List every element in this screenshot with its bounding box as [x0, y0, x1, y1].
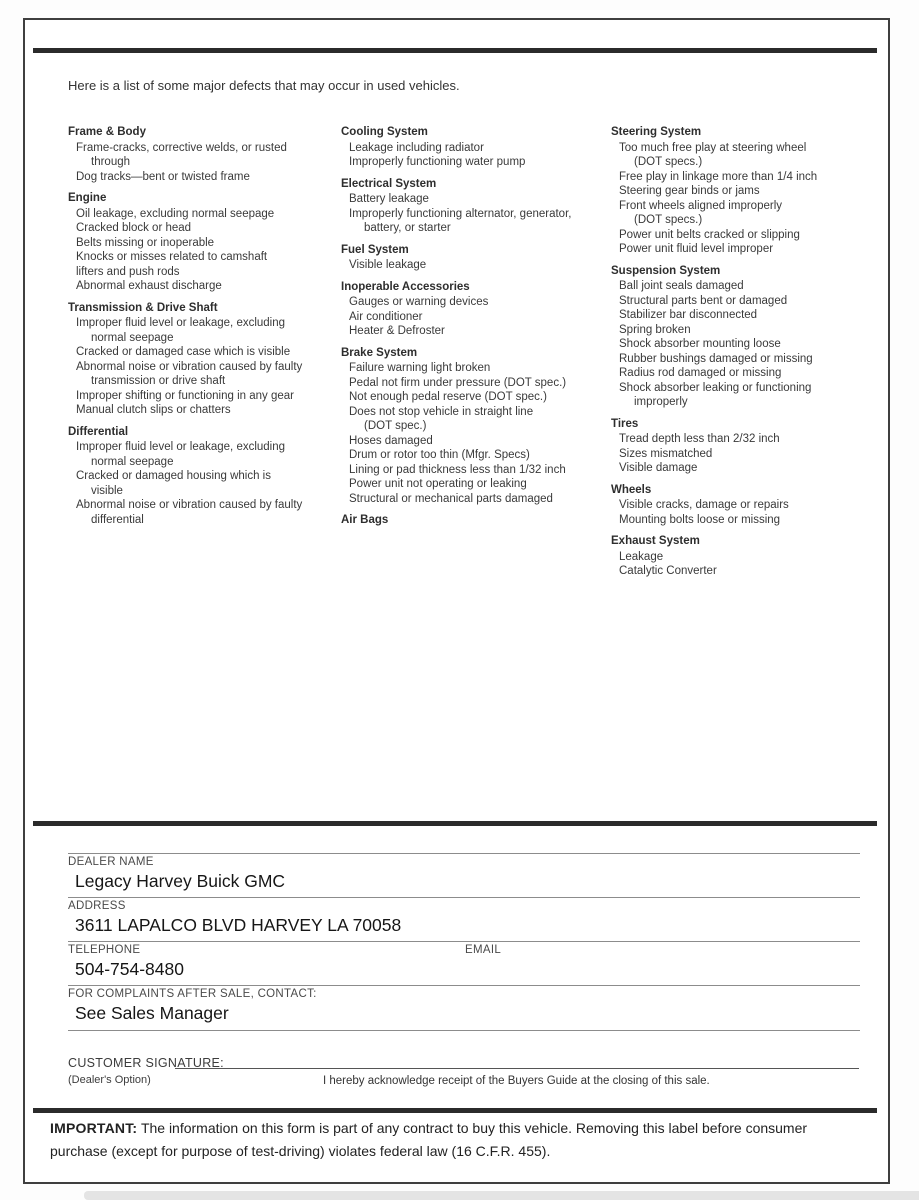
- defect-section: [341, 513, 611, 528]
- defect-category-heading: Exhaust System: [611, 535, 700, 547]
- defect-item: Spring broken: [619, 323, 691, 336]
- dealer-name-label: DEALER NAME: [68, 856, 154, 868]
- defect-category-heading: Frame & Body: [68, 126, 146, 138]
- defect-item-continuation: improperly: [634, 396, 688, 408]
- defect-item: Tread depth less than 2/32 inch: [619, 433, 780, 445]
- defect-item: Does not stop vehicle in straight line: [349, 405, 534, 418]
- defect-item: Leakage including radiator: [349, 141, 484, 154]
- defect-item: Stabilizer bar disconnected: [619, 309, 758, 321]
- defect-category-heading: Fuel System: [341, 243, 409, 256]
- defect-category-heading: Cooling System: [341, 126, 428, 138]
- defect-item: Shock absorber leaking or functioning: [619, 381, 812, 394]
- dealer-name-value: Legacy Harvey Buick GMC: [75, 871, 286, 891]
- defect-item-continuation: visible: [91, 484, 123, 497]
- defect-section: [68, 425, 338, 528]
- defect-section: [68, 191, 338, 294]
- defects-intro-text: Here is a list of some major defects that may occur in used vehicles.: [68, 78, 460, 93]
- defect-item-continuation: normal seepage: [91, 455, 174, 468]
- defect-item: Gauges or warning devices: [349, 296, 489, 308]
- defect-item: Cracked or damaged case which is visible: [76, 346, 291, 358]
- defect-item: Ball joint seals damaged: [619, 280, 744, 292]
- defect-item: Improperly functioning alternator, generator,: [349, 207, 572, 220]
- dealers-option-note: (Dealer's Option): [68, 1074, 151, 1086]
- complaints-contact-label: FOR COMPLAINTS AFTER SALE, CONTACT:: [68, 988, 317, 1000]
- defect-item: Drum or rotor too thin (Mfgr. Specs): [349, 449, 530, 461]
- important-notice: [50, 1117, 862, 1163]
- important-label: IMPORTANT:: [50, 1120, 138, 1136]
- defect-section: [341, 243, 611, 273]
- defect-section: [68, 301, 338, 418]
- telephone-underline: [68, 941, 860, 942]
- defect-item: Manual clutch slips or chatters: [76, 404, 231, 416]
- address-value: 3611 LAPALCO BLVD HARVEY LA 70058: [75, 915, 402, 935]
- document-page: [23, 18, 890, 1184]
- defect-item-continuation: through: [91, 156, 131, 168]
- defect-item-continuation: (DOT specs.): [634, 214, 703, 226]
- defect-item: Cracked or damaged housing which is: [76, 470, 271, 482]
- defect-item: Battery leakage: [349, 193, 429, 205]
- important-text: The information on this form is part of any contract to buy this vehicle. Removing this label before consumer purchase (except for purpose of test-driving) violates federal law (16 C.F.R. 455).: [50, 1120, 808, 1159]
- defect-section: [341, 177, 611, 236]
- defect-item: Not enough pedal reserve (DOT spec.): [349, 391, 547, 403]
- defect-item: Improper fluid level or leakage, excluding: [76, 317, 286, 329]
- defect-item: Power unit fluid level improper: [619, 243, 774, 255]
- defect-item: lifters and push rods: [76, 265, 180, 278]
- acknowledgement-text: I hereby acknowledge receipt of the Buyers Guide at the closing of this sale.: [323, 1075, 710, 1087]
- defect-section: [611, 264, 881, 410]
- top-divider-rule: [33, 48, 877, 53]
- defect-column: [611, 125, 881, 586]
- defect-item: Power unit belts cracked or slipping: [619, 228, 800, 241]
- defect-item-continuation: (DOT specs.): [634, 156, 703, 168]
- defect-category-heading: Wheels: [611, 483, 652, 496]
- defect-item: Sizes mismatched: [619, 447, 713, 460]
- defect-item: Too much free play at steering wheel: [619, 141, 807, 154]
- customer-signature-label: CUSTOMER SIGNATURE:: [68, 1056, 224, 1070]
- defect-item: Visible damage: [619, 462, 698, 474]
- defect-item: Mounting bolts loose or missing: [619, 513, 781, 526]
- defect-category-heading: Inoperable Accessories: [341, 280, 470, 293]
- defect-item: Abnormal noise or vibration caused by faulty: [76, 360, 303, 373]
- defect-category-heading: Engine: [68, 192, 107, 204]
- defect-item-continuation: battery, or starter: [364, 222, 451, 234]
- address-label: ADDRESS: [68, 900, 126, 912]
- defect-section: [611, 125, 881, 257]
- defect-item: Power unit not operating or leaking: [349, 478, 527, 490]
- defect-column: [341, 125, 611, 535]
- defect-category-heading: Steering System: [611, 126, 702, 138]
- defect-item: Steering gear binds or jams: [619, 185, 760, 197]
- defect-item: Abnormal noise or vibration caused by faulty: [76, 499, 303, 511]
- defect-category-heading: Differential: [68, 425, 129, 438]
- complaints-underline: [68, 985, 860, 986]
- defect-category-heading: Tires: [611, 417, 639, 430]
- complaints-contact-value: See Sales Manager: [75, 1003, 229, 1023]
- defect-item: Oil leakage, excluding normal seepage: [76, 207, 275, 220]
- address-underline: [68, 897, 860, 898]
- defect-item: Lining or pad thickness less than 1/32 inch: [349, 463, 566, 476]
- next-page-edge: [84, 1191, 919, 1200]
- defect-item: Improper shifting or functioning in any gear: [76, 389, 294, 402]
- closing-underline: [68, 1030, 860, 1031]
- defect-item: Failure warning light broken: [349, 362, 491, 374]
- defect-category-heading: Brake System: [341, 346, 418, 359]
- defect-section: [68, 125, 338, 184]
- defect-section: [341, 280, 611, 339]
- defect-item: Dog tracks—bent or twisted frame: [76, 170, 250, 183]
- dealer-name-underline: [68, 853, 860, 854]
- defect-category-heading: Suspension System: [611, 264, 721, 277]
- defect-item: Leakage: [619, 550, 664, 563]
- defect-category-heading: Transmission & Drive Shaft: [68, 301, 218, 314]
- defect-item: Heater & Defroster: [349, 325, 445, 337]
- telephone-label: TELEPHONE: [68, 944, 141, 956]
- defect-item: Improperly functioning water pump: [349, 156, 526, 168]
- defect-category-heading: Air Bags: [341, 514, 389, 526]
- defect-section: [341, 346, 611, 507]
- defect-item: Abnormal exhaust discharge: [76, 280, 222, 292]
- defect-category-heading: Electrical System: [341, 177, 437, 190]
- defect-item: Improper fluid level or leakage, excluding: [76, 441, 286, 453]
- defect-item: Cracked block or head: [76, 222, 192, 234]
- defect-item: Visible cracks, damage or repairs: [619, 499, 789, 511]
- defect-item: Front wheels aligned improperly: [619, 199, 782, 212]
- defect-item-continuation: (DOT spec.): [364, 420, 427, 432]
- telephone-value: 504-754-8480: [75, 959, 184, 979]
- defect-section: [611, 483, 881, 528]
- defect-item: Knocks or misses related to camshaft: [76, 251, 268, 263]
- customer-signature-line: [175, 1068, 859, 1069]
- email-label: EMAIL: [465, 944, 502, 956]
- defect-item: Visible leakage: [349, 259, 427, 271]
- defect-item: Catalytic Converter: [619, 565, 717, 577]
- defect-item: Shock absorber mounting loose: [619, 338, 781, 350]
- defect-section: [611, 534, 881, 579]
- defect-item: Structural or mechanical parts damaged: [349, 492, 553, 505]
- defect-item-continuation: normal seepage: [91, 331, 174, 344]
- bottom-divider-rule: [33, 1108, 877, 1113]
- defect-item: Pedal not firm under pressure (DOT spec.): [349, 376, 567, 389]
- mid-divider-rule: [33, 821, 877, 826]
- defect-section: [341, 125, 611, 170]
- defect-item-continuation: transmission or drive shaft: [91, 375, 226, 387]
- defect-item: Rubber bushings damaged or missing: [619, 352, 813, 365]
- defect-item: Frame-cracks, corrective welds, or rusted: [76, 141, 287, 154]
- defect-item-continuation: differential: [91, 513, 144, 526]
- defect-item: Air conditioner: [349, 310, 423, 323]
- defect-item: Free play in linkage more than 1/4 inch: [619, 170, 818, 183]
- defect-item: Structural parts bent or damaged: [619, 294, 788, 307]
- defect-section: [611, 417, 881, 476]
- defect-column: [68, 125, 338, 534]
- defect-item: Radius rod damaged or missing: [619, 367, 782, 379]
- defect-item: Belts missing or inoperable: [76, 236, 215, 249]
- defect-item: Hoses damaged: [349, 434, 433, 447]
